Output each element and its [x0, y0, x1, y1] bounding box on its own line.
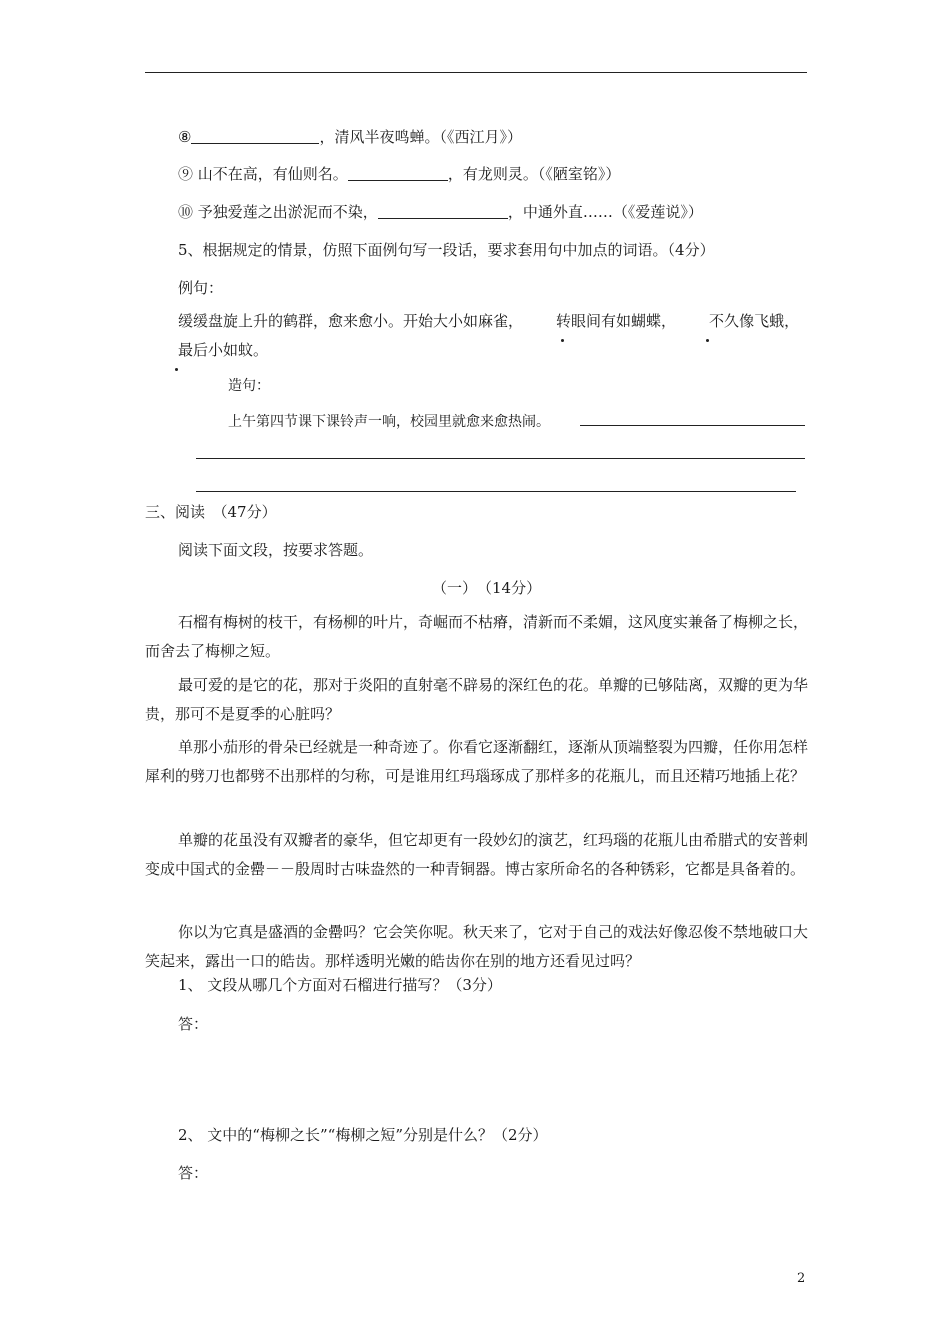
make-sentence-start: 上午第四节课下课铃声一响，校园里就愈来愈热闹。 [228, 414, 550, 430]
answer-area[interactable] [210, 1010, 800, 1110]
writing-line[interactable] [196, 491, 796, 492]
dotted-word: 转眼间 [523, 307, 601, 336]
item-text-after: ，中通外直……（《爱莲说》） [507, 203, 703, 221]
fill-item-9 [178, 163, 620, 184]
question-1: 1、 文段从哪几个方面对石榴进行描写？（3分） [178, 976, 502, 994]
question-5-prompt: 5、根据规定的情景，仿照下面例句写一段话，要求套用句中加点的词语。（4分） [178, 241, 715, 259]
example-sentence [145, 307, 809, 365]
example-text: 小如蚊。 [208, 341, 269, 359]
answer-label: 答： [178, 1015, 209, 1033]
header-rule [145, 72, 807, 73]
section-instruction: 阅读下面文段，按要求答题。 [178, 541, 374, 559]
item-text-after: ，清风半夜鸣蝉。（《西江月》） [319, 128, 522, 146]
answer-blank[interactable] [348, 165, 448, 181]
example-text: 像飞蛾， [739, 312, 800, 330]
make-sentence-label: 造句： [228, 378, 270, 394]
answer-area[interactable] [210, 1160, 800, 1260]
passage-paragraph: 单瓣的花虽没有双瓣者的豪华，但它却更有一段妙幻的演艺，红玛瑙的花瓶儿由希腊式的安普剌变成中国式的金罍－－殷周时古味盎然的一种青铜器。博古家所命名的各种锈彩，它都是具备着的。 [145, 831, 809, 878]
question-2: 2、 文中的“梅柳之长”“梅柳之短”分别是什么？（2分） [178, 1126, 548, 1144]
answer-blank[interactable] [378, 203, 508, 219]
writing-line[interactable] [196, 458, 805, 459]
item-number: ⑧ [178, 128, 192, 146]
passage-paragraph: 你以为它真是盛酒的金罍吗？它会笑你呢。秋天来了，它对于自己的戏法好像忍俊不禁地破口大笑起来，露出一口的皓齿。那样透明光嫩的皓齿你在别的地方还看见过吗？ [145, 923, 809, 970]
passage-paragraph: 石榴有梅树的枝干，有杨柳的叶片，奇崛而不枯瘠，清新而不柔媚，这风度实兼备了梅柳之长，而舍去了梅柳之短。 [145, 613, 809, 660]
passage-paragraph: 最可爱的是它的花，那对于炎阳的直射毫不辟易的深红色的花。单瓣的已够陆离，双瓣的更为华贵，那可不是夏季的心脏吗？ [145, 676, 809, 723]
part-title: （一） （14分） [432, 579, 542, 597]
writing-line[interactable] [580, 425, 805, 426]
item-text-before: 山不在高，有仙则名。 [197, 165, 348, 183]
dotted-word: 最后 [145, 336, 208, 365]
item-number: ⑨ [178, 165, 194, 183]
page-number: 2 [797, 1271, 806, 1286]
dotted-word: 不久 [676, 307, 739, 336]
example-text: 缓缓盘旋上升的鹤群，愈来愈小。开始大小如麻雀， [178, 312, 524, 330]
item-text-before: 予独爱莲之出淤泥而不染， [197, 203, 378, 221]
item-number: ⑩ [178, 203, 194, 221]
passage-paragraph: 单那小茄形的骨朵已经就是一种奇迹了。你看它逐渐翻红，逐渐从顶端整裂为四瓣，任你用怎样犀利的劈刀也都劈不出那样的匀称，可是谁用红玛瑙琢成了那样多的花瓶儿，而且还精巧地插上花？ [145, 738, 809, 785]
item-text-after: ，有龙则灵。（《陋室铭》） [447, 165, 621, 183]
example-label: 例句： [178, 279, 224, 297]
section-title: 三、阅读 （47分） [145, 503, 277, 521]
answer-blank[interactable] [191, 128, 319, 144]
answer-label: 答： [178, 1164, 209, 1182]
fill-item-10 [178, 201, 703, 222]
example-text: 有如蝴蝶， [601, 312, 677, 330]
fill-item-8 [178, 126, 522, 147]
